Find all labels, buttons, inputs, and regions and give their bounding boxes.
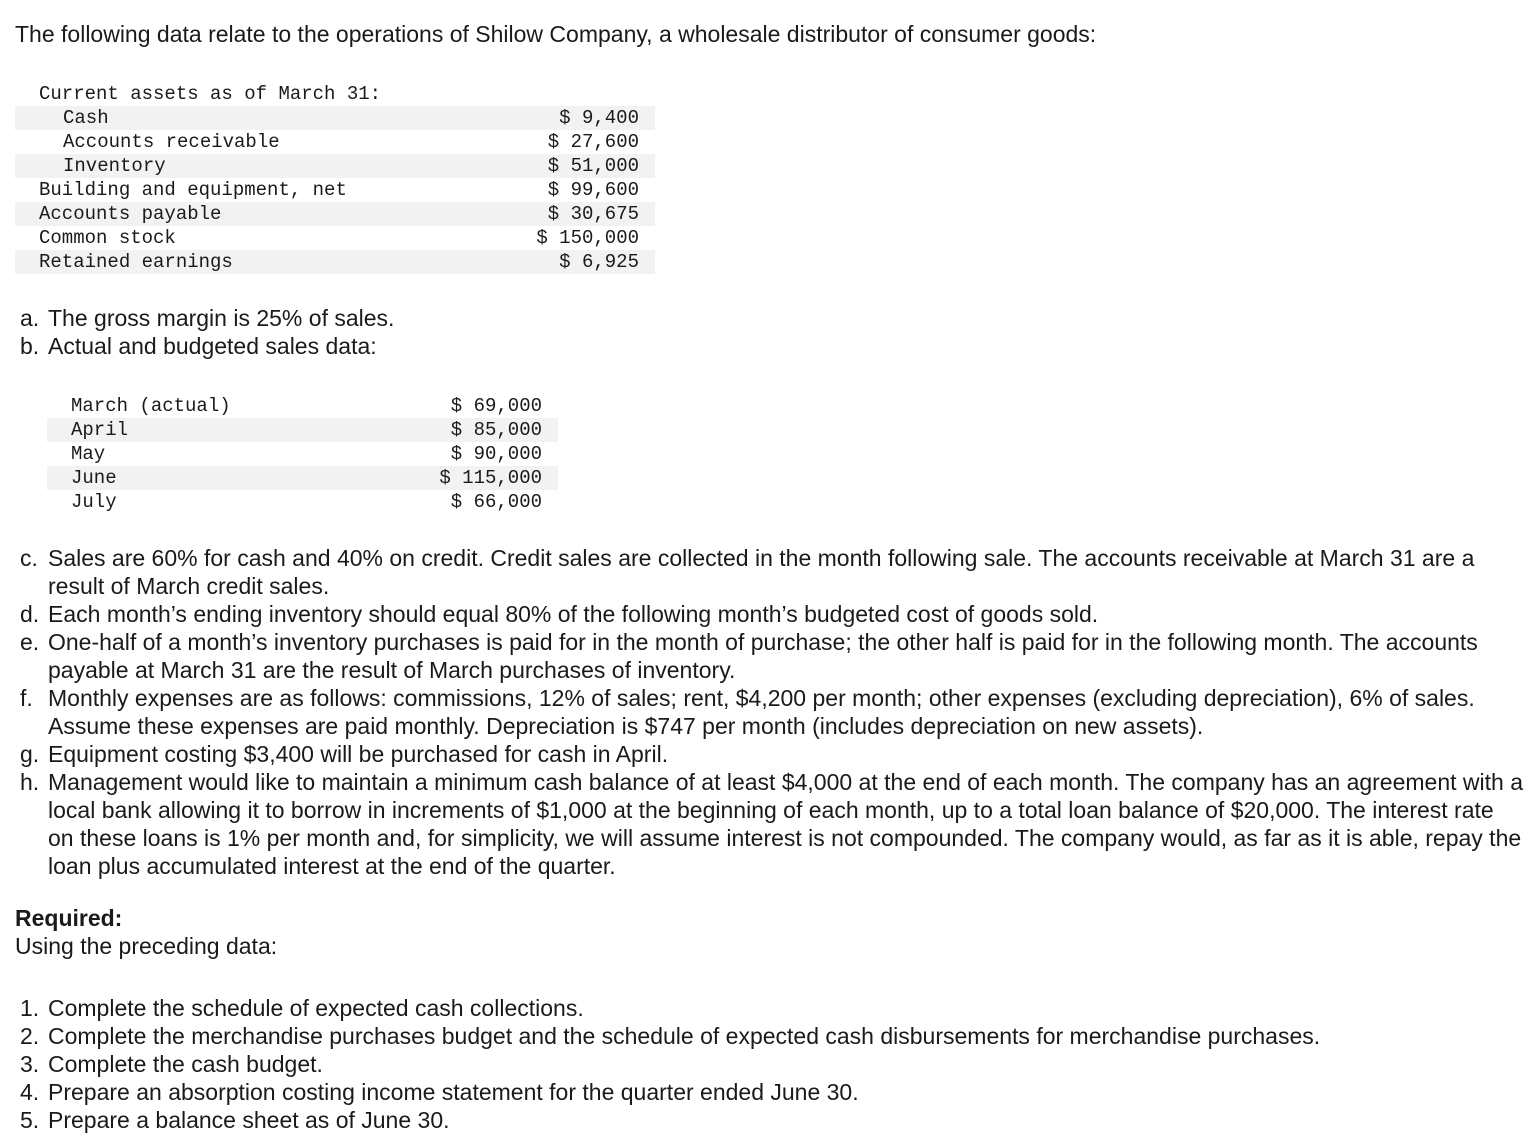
list-item — [20, 304, 394, 332]
sales-row-april — [47, 418, 558, 442]
item-marker: b. — [20, 333, 40, 359]
required-list — [20, 994, 1320, 1134]
balance-label: Accounts payable — [39, 203, 222, 225]
list-item — [20, 1078, 1320, 1106]
sales-label: June — [71, 467, 117, 489]
balance-value: $ 30,675 — [547, 203, 639, 225]
list-item — [20, 994, 1320, 1022]
item-marker: 2. — [20, 1023, 40, 1049]
item-marker: h. — [20, 769, 40, 795]
list-item — [20, 1106, 1320, 1134]
item-text: Complete the cash budget. — [48, 1051, 323, 1077]
sales-value: $ 115,000 — [439, 467, 542, 489]
item-marker: a. — [20, 305, 40, 331]
balance-row-retained-earnings — [15, 250, 655, 274]
item-text: Prepare an absorption costing income statement for the quarter ended June 30. — [48, 1079, 859, 1105]
balance-row-building — [15, 178, 655, 202]
balance-value: $ 51,000 — [547, 155, 639, 177]
sales-value: $ 85,000 — [450, 419, 542, 441]
balance-label: Accounts receivable — [63, 131, 280, 153]
sales-table — [47, 394, 558, 514]
balance-header: Current assets as of March 31: — [39, 83, 382, 105]
sales-row-july — [47, 490, 558, 514]
balance-row-inventory — [15, 154, 655, 178]
list-item — [20, 600, 1525, 628]
item-text: Management would like to maintain a minimum cash balance of at least $4,000 at the end of each month. The company has an agreement with a local bank allowing it to borrow in increments of $1,000 at the beginning of each month, up to a total loan balance of $20,000. The interest rate on these loans is 1% per month and, for simplicity, we will assume interest is not compounded. The company would, as far as it is able, repay the loan plus accumulated interest at the end of the quarter. — [48, 769, 1523, 879]
list-item — [20, 1050, 1320, 1078]
item-text: Complete the merchandise purchases budget and the schedule of expected cash disbursements for merchandise purchases. — [48, 1023, 1321, 1049]
item-text: Complete the schedule of expected cash collections. — [48, 995, 584, 1021]
item-text: Actual and budgeted sales data: — [48, 333, 377, 359]
list-item — [20, 332, 394, 360]
list-item — [20, 1022, 1320, 1050]
required-section — [15, 904, 277, 960]
sales-label: July — [71, 491, 117, 513]
balance-label: Retained earnings — [39, 251, 233, 273]
item-text: Each month’s ending inventory should equal 80% of the following month’s budgeted cost of goods sold. — [48, 601, 1099, 627]
balance-row-accounts-payable — [15, 202, 655, 226]
balance-value: $ 27,600 — [547, 131, 639, 153]
balance-label: Building and equipment, net — [39, 179, 347, 201]
item-marker: 4. — [20, 1079, 40, 1105]
item-marker: 1. — [20, 995, 40, 1021]
sales-row-may — [47, 442, 558, 466]
items-ab-list — [20, 304, 394, 360]
balance-header-row — [15, 82, 655, 106]
item-marker: 5. — [20, 1107, 40, 1133]
balance-value: $ 6,925 — [559, 251, 639, 273]
item-text: Equipment costing $3,400 will be purchased for cash in April. — [48, 741, 669, 767]
balance-value: $ 150,000 — [536, 227, 639, 249]
item-marker: 3. — [20, 1051, 40, 1077]
item-marker: e. — [20, 629, 40, 655]
item-text: One-half of a month’s inventory purchases is paid for in the month of purchase; the other half is paid for in the following month. The accounts payable at March 31 are the result of March purchases of inventory. — [48, 629, 1478, 683]
item-text: The gross margin is 25% of sales. — [48, 305, 395, 331]
list-item — [20, 768, 1525, 880]
required-heading: Required: — [15, 905, 123, 931]
list-item — [20, 628, 1525, 684]
balance-table — [15, 82, 655, 274]
item-text: Prepare a balance sheet as of June 30. — [48, 1107, 450, 1133]
list-item — [20, 544, 1525, 600]
balance-value: $ 9,400 — [559, 107, 639, 129]
item-marker: g. — [20, 741, 40, 767]
balance-row-cash — [15, 106, 655, 130]
sales-label: May — [71, 443, 106, 465]
balance-label: Inventory — [63, 155, 166, 177]
sales-row-june — [47, 466, 558, 490]
list-item — [20, 740, 1525, 768]
sales-label: March (actual) — [71, 395, 231, 417]
list-item — [20, 684, 1525, 740]
sales-value: $ 69,000 — [450, 395, 542, 417]
items-ch-list — [20, 544, 1525, 880]
item-marker: d. — [20, 601, 40, 627]
item-marker: c. — [20, 545, 38, 571]
required-subheading: Using the preceding data: — [15, 933, 278, 959]
sales-value: $ 66,000 — [450, 491, 542, 513]
intro-text: The following data relate to the operations of Shilow Company, a wholesale distributor of consumer goods: — [15, 21, 1097, 47]
sales-value: $ 90,000 — [450, 443, 542, 465]
balance-value: $ 99,600 — [547, 179, 639, 201]
sales-row-march — [47, 394, 558, 418]
balance-label: Common stock — [39, 227, 176, 249]
balance-label: Cash — [63, 107, 109, 129]
item-text: Monthly expenses are as follows: commissions, 12% of sales; rent, $4,200 per month; other expenses (excluding depreciation), 6% of sales. Assume these expenses are paid monthly. Depreciation is $747 per month (includes depreciation on new assets). — [48, 685, 1475, 739]
balance-row-accounts-receivable — [15, 130, 655, 154]
balance-row-common-stock — [15, 226, 655, 250]
item-text: Sales are 60% for cash and 40% on credit. Credit sales are collected in the month following sale. The accounts receivable at March 31 are a result of March credit sales. — [48, 545, 1475, 599]
item-marker: f. — [20, 685, 33, 711]
sales-label: April — [71, 419, 129, 441]
